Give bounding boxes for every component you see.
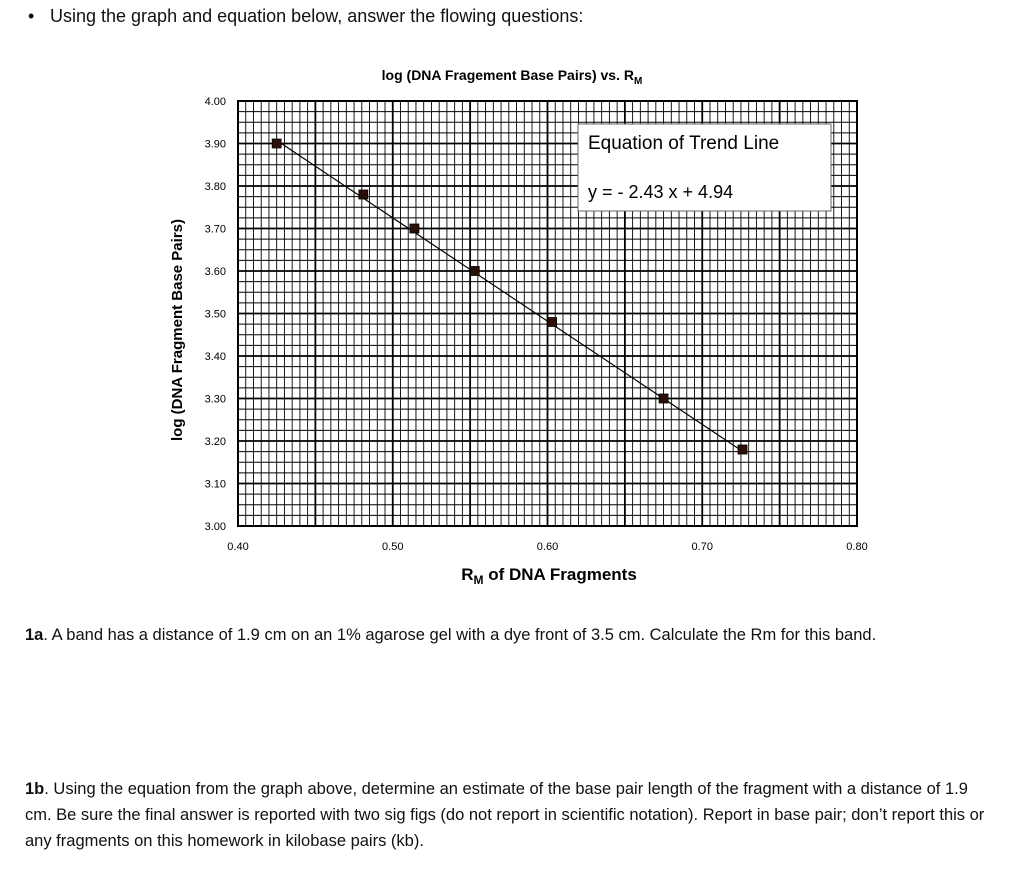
chart-title: log (DNA Fragement Base Pairs) vs. $R_M$ [381,67,643,87]
question-number: 1b [25,780,45,798]
question-1a [25,622,999,648]
data-point [548,318,557,327]
x-axis [227,541,867,553]
question-text: . Using the equation from the graph above, determine an estimate of the base pair length of the fragment with a distance of 1.9 cm. Be sure the final answer is reported with two sig figs (do not report in scientific notation). Report in base pair; don’t report this or any fragments on this homework in kilobase pairs (kb). [25,780,985,850]
equation-text: y = - 2.43 x + 4.94 [588,182,734,202]
bullet-icon: • [28,6,35,26]
equation-box [578,124,831,211]
question-1b [25,776,999,854]
y-tick-label: 3.70 [204,223,226,236]
x-axis-label: $R_M$ of DNA Fragments [461,565,637,587]
y-axis-label: log (DNA Fragment Base Pairs) [169,219,186,441]
x-tick-label: 0.40 [227,541,249,553]
question-number: 1a [25,626,44,644]
y-tick-label: 3.60 [204,266,226,278]
y-tick-label: 3.20 [204,436,226,448]
y-tick-label: 3.50 [204,308,226,321]
y-tick-label: 3.00 [204,521,226,533]
x-tick-label: 0.50 [382,541,404,553]
data-point [410,224,419,233]
y-tick-label: 3.80 [204,181,226,193]
intro-text: Using the graph and equation below, answer the flowing questions: [50,6,584,26]
question-text: . A band has a distance of 1.9 cm on an 1% agarose gel with a dye front of 3.5 cm. Calculate the Rm for this band. [43,626,877,644]
x-tick-label: 0.80 [846,541,868,553]
data-point [272,139,281,148]
x-tick-label: 0.70 [691,541,713,553]
y-tick-label: 3.90 [204,138,226,151]
y-tick-label: 4.00 [204,96,226,108]
data-point [659,394,668,403]
y-tick-label: 3.10 [204,478,226,491]
y-tick-label: 3.30 [204,393,226,406]
data-point [470,267,479,276]
y-tick-label: 3.40 [204,351,226,363]
data-point [359,190,368,199]
y-axis [205,96,226,533]
data-point [738,445,747,454]
equation-heading: Equation of Trend Line [588,133,780,154]
x-tick-label: 0.60 [536,541,559,553]
